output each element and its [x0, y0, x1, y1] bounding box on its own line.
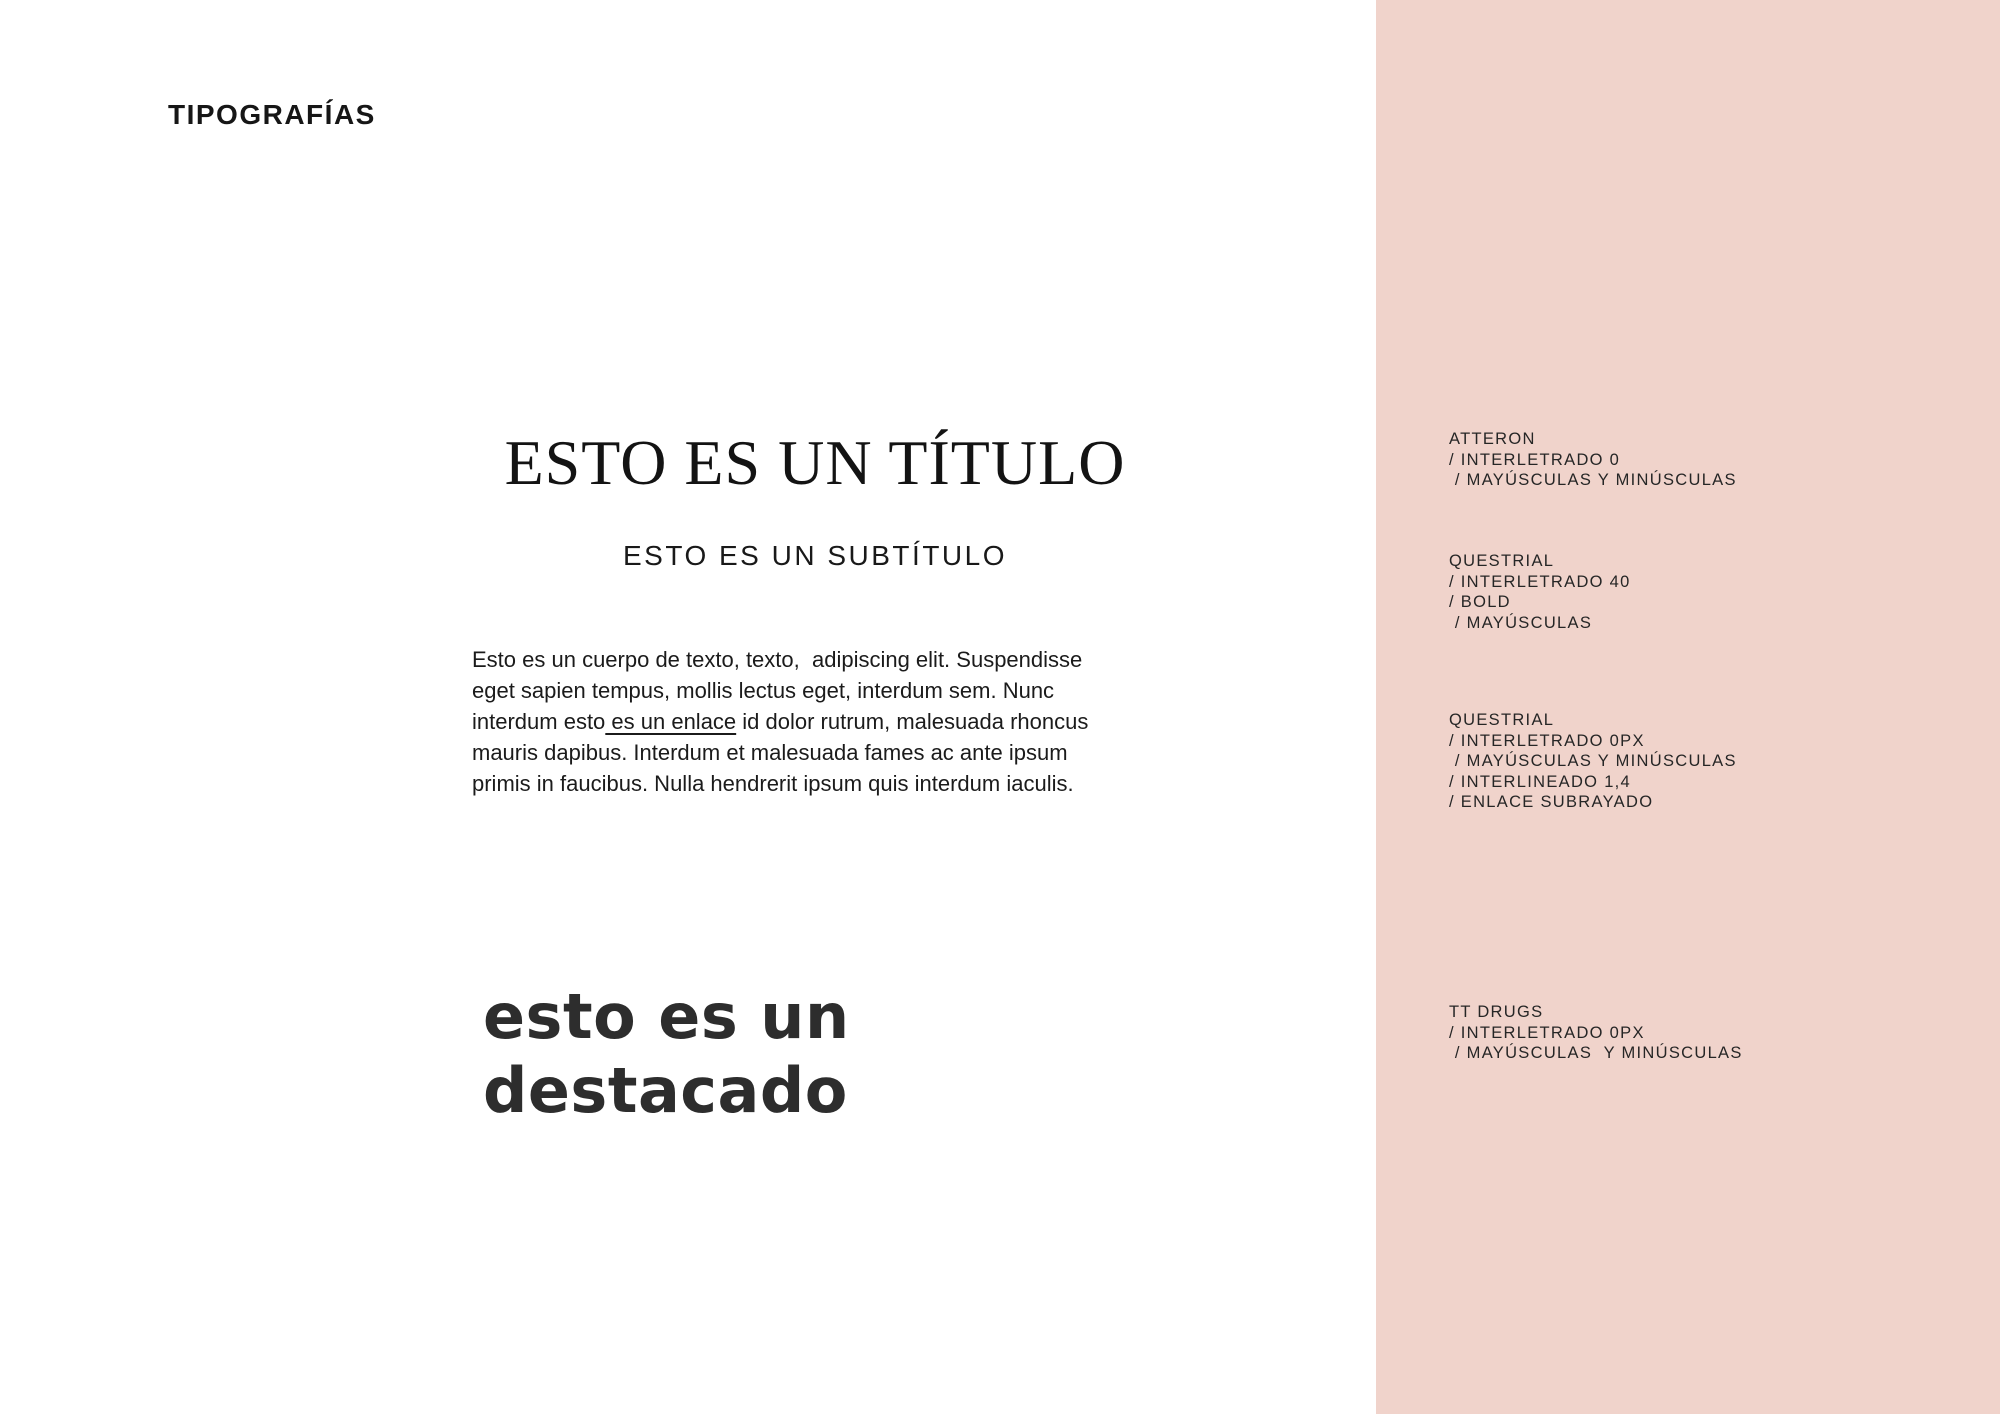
highlight-line: destacado	[483, 1054, 848, 1127]
spec-font-name: ATTERON	[1449, 430, 1536, 448]
body-line-post: id dolor rutrum, malesuada rhoncus	[736, 709, 1089, 734]
body-line: mauris dapibus. Interdum et malesuada fames ac ante ipsum	[472, 740, 1068, 765]
body-line: Esto es un cuerpo de texto, texto, adipiscing elit. Suspendisse	[472, 647, 1083, 672]
spec-detail: / INTERLETRADO 40	[1449, 572, 1631, 591]
spec-block-questrial-subtitle	[1449, 551, 1631, 633]
spec-detail: / BOLD	[1449, 593, 1511, 611]
spec-block-atteron-title	[1449, 429, 1737, 491]
body-line	[472, 706, 1088, 737]
highlight-line: esto es un	[483, 980, 850, 1053]
spec-block-questrial-body	[1449, 710, 1737, 813]
spec-font-name: QUESTRIAL	[1449, 552, 1555, 570]
spec-detail: / MAYÚSCULAS Y MINÚSCULAS	[1449, 1044, 1743, 1062]
spec-detail: / MAYÚSCULAS Y MINÚSCULAS	[1449, 752, 1737, 770]
spec-font-name: QUESTRIAL	[1449, 711, 1555, 729]
spec-detail: / INTERLETRADO 0	[1449, 450, 1621, 469]
spec-detail: / MAYÚSCULAS	[1449, 613, 1593, 632]
spec-font-name: TT DRUGS	[1449, 1003, 1544, 1021]
page-title: TIPOGRAFÍAS	[168, 99, 376, 130]
specs-panel-background	[1376, 0, 2000, 1414]
body-line: eget sapien tempus, mollis lectus eget, interdum sem. Nunc	[472, 678, 1055, 703]
spec-detail: / INTERLINEADO 1,4	[1449, 772, 1632, 791]
specimen-subtitle: ESTO ES UN SUBTÍTULO	[623, 540, 1007, 571]
specimen-title: ESTO ES UN TÍTULO	[504, 427, 1126, 498]
spec-detail: / MAYÚSCULAS Y MINÚSCULAS	[1449, 471, 1737, 489]
specimen-body	[472, 644, 1088, 799]
body-line: primis in faucibus. Nulla hendrerit ipsum quis interdum iaculis.	[472, 771, 1074, 796]
spec-block-ttdrugs-highlight	[1449, 1002, 1743, 1064]
spec-detail: / INTERLETRADO 0PX	[1449, 1023, 1645, 1042]
spec-detail: / INTERLETRADO 0PX	[1449, 731, 1645, 750]
specimen-highlight	[483, 980, 850, 1128]
body-inline-link[interactable]: es un enlace	[605, 709, 737, 734]
body-line-pre: interdum esto	[472, 709, 606, 734]
spec-detail: / ENLACE SUBRAYADO	[1449, 793, 1654, 811]
